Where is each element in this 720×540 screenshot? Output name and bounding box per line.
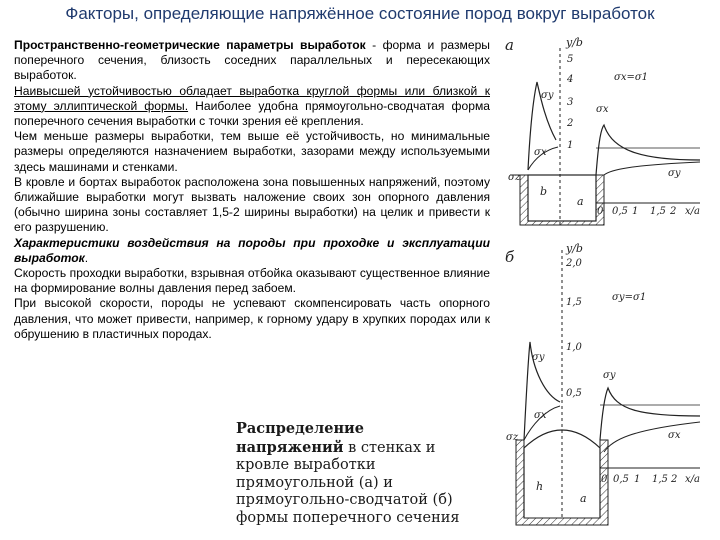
paragraph-zones: В кровле и бортах выработок расположена зона повышенных напряжений, поэтому ближайшие выработки могут вызвать наложение своих зон опорного давления (обычно ширина зоны составляет 1,5-2 ширины выработки) на целик и привести к его разрушению. [14, 174, 490, 235]
figure-a-curve-sigma-x-right [604, 162, 700, 175]
figure-a-x-tick: 0,5 [612, 206, 628, 217]
figure-a-x-tick: 1,5 [650, 206, 666, 217]
figure-a-y-tick: 4 [567, 74, 574, 85]
figure-b-dim-a: a [580, 492, 587, 505]
figure-a-x-title: x/a [685, 206, 700, 217]
figure-a-y-tick: 1 [567, 140, 574, 151]
figure-a [505, 36, 700, 225]
slide-title: Факторы, определяющие напряжённое состояние пород вокруг выработок [65, 4, 655, 23]
figure-a-opening [528, 175, 596, 221]
figure-b-x-tick: 1 [634, 474, 641, 485]
figure-b-y-tick: 1,0 [566, 342, 582, 353]
figure-b-origin: 0 [601, 474, 608, 485]
figure-a-y-tick: 2 [567, 118, 574, 129]
figure-b-curve-label: σz [506, 432, 519, 443]
figure-a-curve-label: σх [534, 147, 547, 158]
figure-b-x-title: x/a [685, 474, 700, 485]
paragraph-high-speed: При высокой скорости, породы не успевают скомпенсировать часть опорного давления, что может привести, например, к горному удару в хрупких породах или к обрушению в пластичных породах. [14, 296, 490, 341]
figure-a-y-title: y/b [566, 36, 583, 49]
figure-b-x-tick: 2 [671, 474, 678, 485]
figure-b-y-tick: 0,5 [566, 388, 582, 399]
figure-a-y-tick: 3 [567, 97, 574, 108]
paragraph-size: Чем меньше размеры выработки, тем выше её устойчивость, но минимальные размеры определяются назначением выработки, зазорами между используемыми здесь машинами и стенками. [14, 129, 490, 174]
figure-b-y-tick: 2,0 [566, 258, 582, 269]
figure-b-label: б [505, 248, 515, 266]
figure-b-y-title: y/b [566, 242, 583, 255]
figure-b-curve-label: σу [603, 370, 616, 381]
figure-a-x-tick: 2 [670, 206, 677, 217]
impact-heading: Характеристики воздействия на породы при проходке и эксплуатации выработок [14, 235, 490, 265]
caption-text: в стенках и кровле выработки прямоугольной (а) и прямоугольно-сводчатой (б) формы поперечного сечения [236, 439, 460, 526]
figure-b-y-tick: 1,5 [566, 297, 582, 308]
figure-a-opening-hatch [520, 175, 604, 225]
figure-b-opening-hatch [516, 440, 608, 525]
figure-b-curve-label: σх [534, 410, 547, 421]
figure-a-curve-label: σz [508, 172, 521, 183]
figure-a-x-tick: 1 [632, 206, 639, 217]
shape-text: Наиболее удобна прямоугольно-сводчатая форма поперечного сечения выработки с точки зрения её крепления. [14, 98, 491, 129]
figure-a-curve-label: σу [668, 168, 681, 179]
figure-a-origin: 0 [597, 206, 604, 217]
figure-a-curve-label: σу [541, 90, 554, 101]
figure-a-dim-b: b [540, 185, 548, 198]
impact-text: . [84, 250, 89, 265]
figure-b-curve-sigma-y-right [600, 388, 700, 440]
figure-a-y-tick: 5 [567, 54, 574, 65]
figure-b-x-tick: 0,5 [613, 474, 629, 485]
figure-a-curve-sigma-y-right [596, 125, 700, 175]
caption-bold: Распределение напряжений [236, 420, 365, 456]
shape-underlined: Наивысшей устойчивостью обладает выработка круглой формы или близкой к этому эллиптической формы. [14, 83, 490, 113]
figure-b [505, 242, 700, 525]
geometry-text: - форма и размеры поперечного сечения, близость соседних параллельных и пересекающих выработок. [14, 38, 490, 83]
figure-a-curve-label: σх=σ1 [614, 72, 649, 83]
geometry-heading: Пространственно-геометрические параметры выработок [14, 38, 366, 52]
figure-b-curve-label: σу=σ1 [612, 292, 647, 303]
figure-a-dim-a: a [577, 195, 584, 208]
figure-b-curve-sigma-x-right [604, 422, 700, 452]
figure-a-label: а [505, 36, 514, 54]
figure-b-curve-label: σх [668, 430, 681, 441]
figure-b-x-tick: 1,5 [652, 474, 668, 485]
figure-b-dim-h: h [536, 480, 544, 493]
figure-b-curve-label: σу [532, 352, 545, 363]
paragraph-speed: Скорость проходки выработки, взрывная отбойка оказывают существенное влияние на формирование волны давления перед забоем. [14, 266, 490, 296]
figure-a-curve-label: σх [596, 104, 609, 115]
